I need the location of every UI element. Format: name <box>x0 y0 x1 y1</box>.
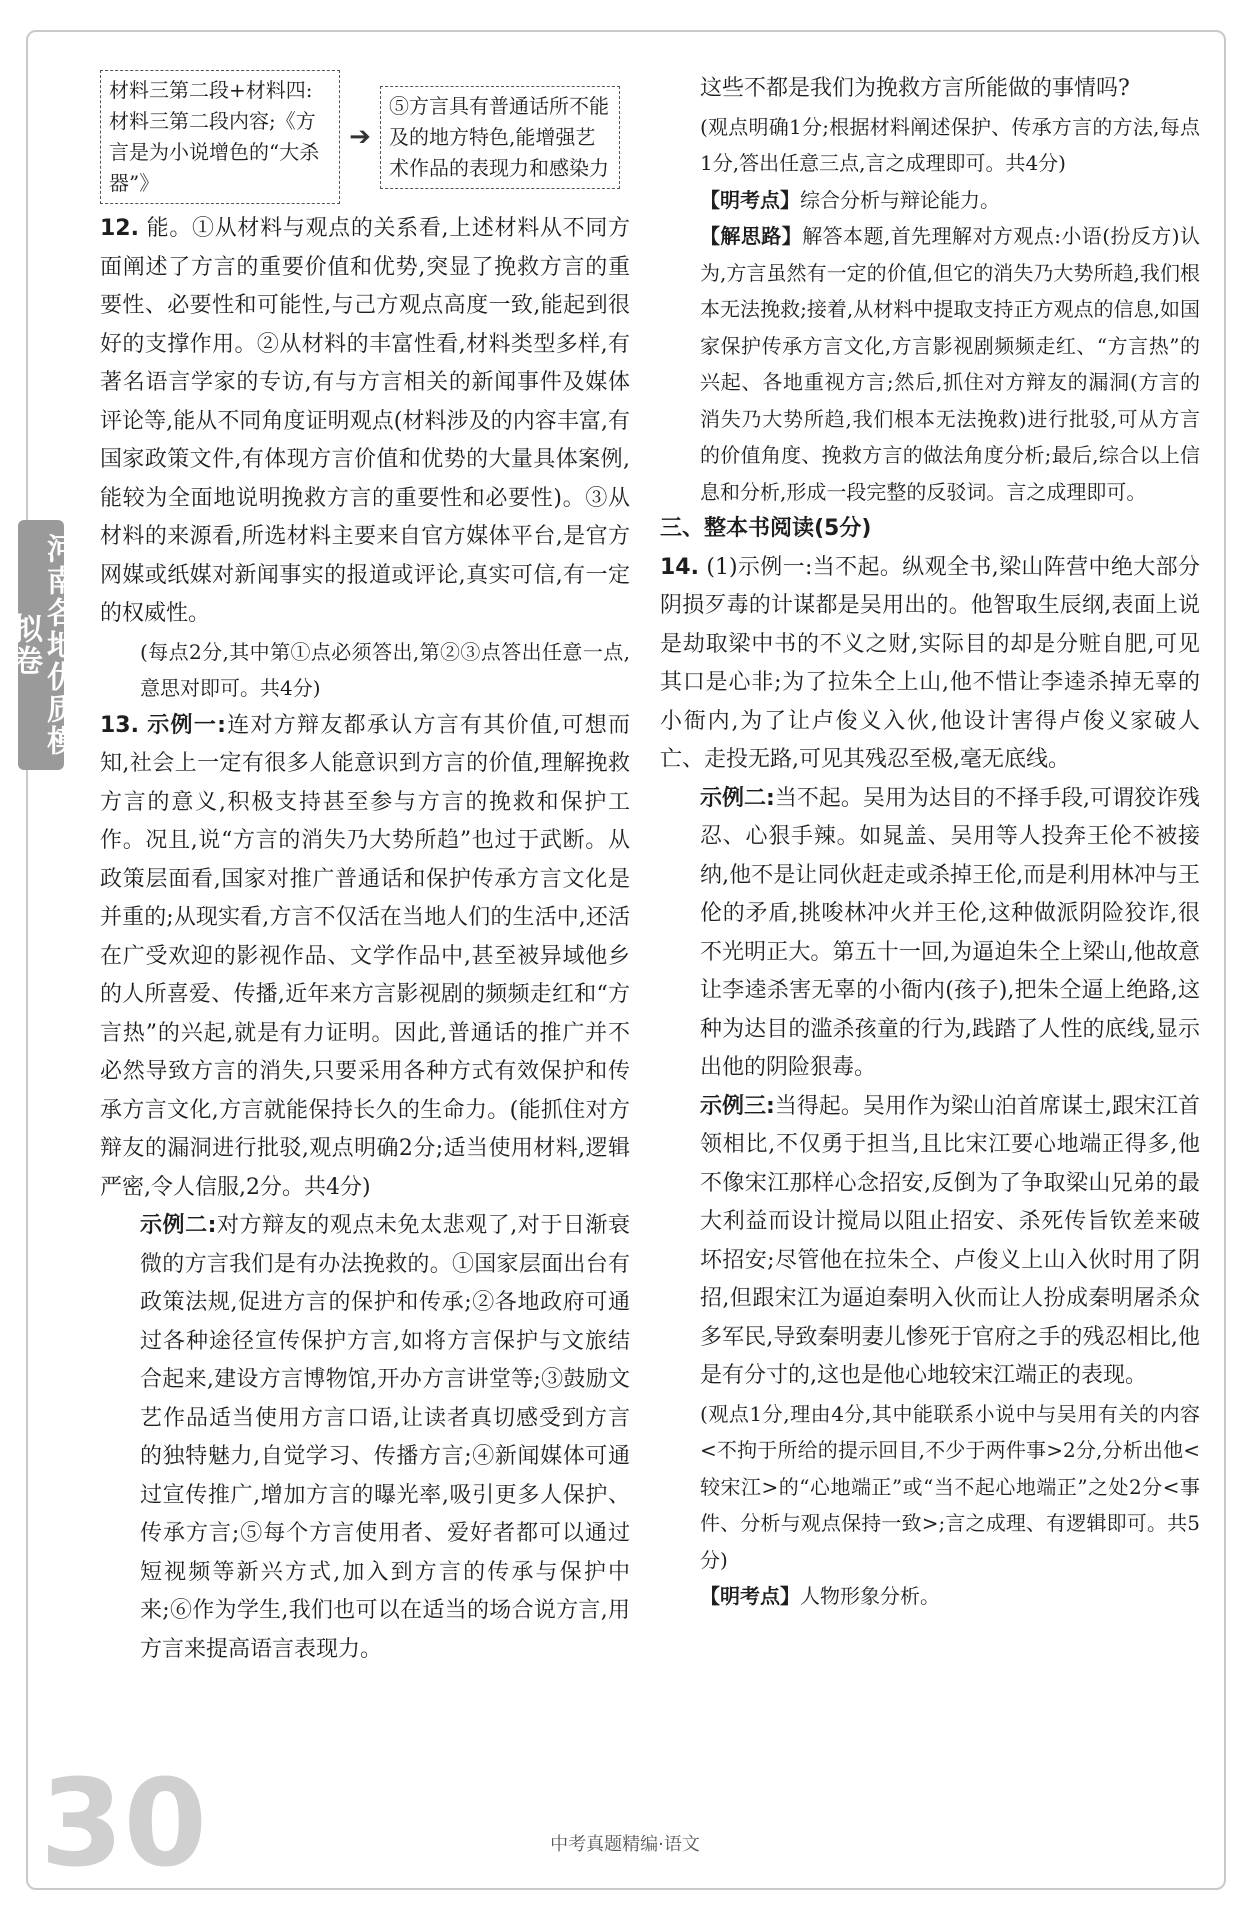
q13-ex1-text: 连对方辩友都承认方言有其价值,可想而知,社会上一定有很多人能意识到方言的价值,理解挽救方言的意义,积极支持甚至参与方言的挽救和保护工作。况且,说“方言的消失乃大势所趋”也过于武断。从政策层面看,国家对推广普通话和保护传承方言文化是并重的;从现实看,方言不仅活在当地人们的生活中,还活在广受欢迎的影视作品、文学作品中,甚至被异域他乡的人所喜爱、传播,近年来方言影视剧的频频走红和“方言热”的兴起,就是有力证明。因此,普通话的推广并不必然导致方言的消失,只要采用各种方式有效保护和传承方言文化,方言就能保持长久的生命力。(能抓住对方辩友的漏洞进行批驳,观点明确2分;适当使用材料,逻辑严密,令人信服,2分。共4分) <box>100 712 630 1200</box>
q14-example2 <box>660 780 1200 1088</box>
q13-kaodian <box>660 182 1200 219</box>
q12-score: (每点2分,其中第①点必须答出,第②③点答出任意一点,意思对即可。共4分) <box>140 639 630 700</box>
side-label: 河南各地优质模拟卷 <box>18 520 64 770</box>
q13-number: 13. <box>100 712 139 738</box>
right-column <box>660 70 1200 1615</box>
q14-ex3-text: 当得起。吴用作为梁山泊首席谋士,跟宋江首领相比,不仅勇于担当,且比宋江要心地端正得多,他不像宋江那样心念招安,反倒为了争取梁山兄弟的最大利益而设计搅局以阻止招安、杀死传旨钦差来破坏招安;尽管他在拉朱仝、卢俊义上山入伙时用了阴招,但跟宋江为逼迫秦明入伙而让人扮成秦明屠杀众多军民,导致秦明妻儿惨死于官府之手的残忍相比,他是有分寸的,这也是他心地较宋江端正的表现。 <box>700 1093 1200 1388</box>
kaodian-label-2: 【明考点】 <box>700 1584 800 1608</box>
kaodian-label: 【明考点】 <box>700 187 800 212</box>
q14-kaodian-text: 人物形象分析。 <box>800 1584 940 1608</box>
q13-jiesilu-text: 解答本题,首先理解对方观点:小语(扮反方)认为,方言虽然有一定的价值,但它的消失乃大势所趋,我们根本无法挽救;接着,从材料中提取支持正方观点的信息,如国家保护传承方言文化,方言影视剧频频走红、“方言热”的兴起、各地重视方言;然后,抓住对方辩友的漏洞(方言的消失乃大势所趋,我们根本无法挽救)进行批驳,可从方言的价值角度、挽救方言的做法角度分析;最后,综合以上信息和分析,形成一段完整的反驳词。言之成理即可。 <box>700 224 1201 504</box>
q14-ex3-label: 示例三: <box>700 1093 775 1119</box>
q13-kaodian-text: 综合分析与辩论能力。 <box>800 187 1000 212</box>
q14-ex1-text: (1)示例一:当不起。纵观全书,梁山阵营中绝大部分阴损歹毒的计谋都是吴用出的。他智取生辰纲,表面上说是劫取梁中书的不义之财,实际目的却是分赃自肥,可见其口是心非;为了拉朱仝上山,他不惜让李逵杀掉无辜的小衙内,为了让卢俊义入伙,他设计害得卢俊义家破人亡、走投无路,可见其残忍至极,毫无底线。 <box>660 554 1200 772</box>
left-column <box>100 70 630 1669</box>
q14-example1 <box>660 549 1200 780</box>
section-3-title: 三、整本书阅读(5分) <box>660 516 872 541</box>
q14-ex2-text: 当不起。吴用为达目的不择手段,可谓狡诈残忍、心狠手辣。如晁盖、吴用等人投奔王伦不被接纳,他不是让同伙赶走或杀掉王伦,而是利用林冲与王伦的矛盾,挑唆林冲火并王伦,这种做派阴险狡诈,很不光明正大。第五十一回,为逼迫朱仝上梁山,他故意让李逵杀害无辜的小衙内(孩子),把朱仝逼上绝路,这种为达目的滥杀孩童的行为,践踏了人性的底线,显示出他的阴险狠毒。 <box>700 785 1200 1080</box>
q12-text: 能。①从材料与观点的关系看,上述材料从不同方面阐述了方言的重要价值和优势,突显了挽救方言的重要性、必要性和可能性,与己方观点高度一致,能起到很好的支撑作用。②从材料的丰富性看,材料类型多样,有著名语言学家的专访,有与方言相关的新闻事件及媒体评论等,能从不同角度证明观点(材料涉及的内容丰富,有国家政策文件,有体现方言价值和优势的大量具体案例,能较为全面地说明挽救方言的重要性和必要性)。③从材料的来源看,所选材料主要来自官方媒体平台,是官方网媒或纸媒对新闻事实的报道或评论,真实可信,有一定的权威性。 <box>100 216 630 626</box>
q13-example1 <box>100 707 630 1208</box>
q13-example2 <box>100 1207 630 1669</box>
page-number: 30 <box>40 1755 207 1894</box>
q14-number: 14. <box>660 554 699 580</box>
q13-ex2-label: 示例二: <box>140 1213 217 1238</box>
flow-box-material: 材料三第二段+材料四:材料三第二段内容;《方言是为小说增色的“大杀器”》 <box>100 70 340 204</box>
q14-kaodian <box>660 1578 1200 1615</box>
q13-ex1-label: 示例一: <box>147 712 226 738</box>
q12-number: 12. <box>100 216 139 241</box>
q12-answer <box>100 210 630 634</box>
q13-ex2-text: 对方辩友的观点未免太悲观了,对于日渐衰微的方言我们是有办法挽救的。①国家层面出台有政策法规,促进方言的保护和传承;②各地政府可通过各种途径宣传保护方言,如将方言保护与文旅结合起来,建设方言博物馆,开办方言讲堂等;③鼓励文艺作品适当使用方言口语,让读者真切感受到方言的独特魅力,自觉学习、传播方言;④新闻媒体可通过宣传推广,增加方言的曝光率,吸引更多人保护、传承方言;⑤每个方言使用者、爱好者都可以通过短视频等新兴方式,加入到方言的传承与保护中来;⑥作为学生,我们也可以在适当的场合说方言,用方言来提高语言表现力。 <box>140 1213 630 1662</box>
flow-box-conclusion: ⑤方言具有普通话所不能及的地方特色,能增强艺术作品的表现力和感染力 <box>380 86 620 189</box>
jiesilu-label: 【解思路】 <box>700 224 803 248</box>
q14-example3 <box>660 1088 1200 1396</box>
q14-ex2-label: 示例二: <box>700 785 775 811</box>
flow-diagram <box>100 70 630 204</box>
q13-jiesilu <box>660 218 1200 510</box>
q13-continuation: 这些不都是我们为挽救方言所能做的事情吗? <box>700 76 1130 101</box>
right-arrow-icon: ➔ <box>349 121 371 152</box>
footer: 中考真题精编·语文 <box>550 1834 700 1855</box>
q13-score: (观点明确1分;根据材料阐述保护、传承方言的方法,每点1分,答出任意三点,言之成理即可。共4分) <box>700 114 1200 175</box>
q14-score: (观点1分,理由4分,其中能联系小说中与吴用有关的内容<不拘于所给的提示回目,不少于两件事>2分,分析出他<较宋江>的“心地端正”或“当不起心地端正”之处2分<事件、分析与观点保持一致>;言之成理、有逻辑即可。共5分) <box>700 1401 1200 1572</box>
